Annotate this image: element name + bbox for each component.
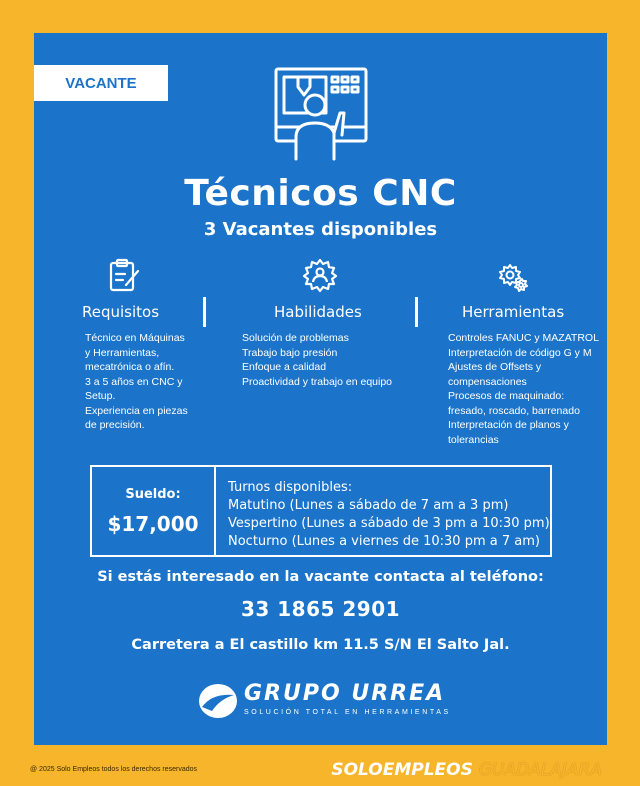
phone-number[interactable]: 33 1865 2901	[240, 597, 401, 621]
list-item: Ajustes de Offsets y	[448, 361, 542, 373]
requirements-list	[85, 331, 235, 433]
logo-name: GRUPO URREA	[244, 681, 446, 706]
gear-person-icon	[302, 257, 338, 293]
tools-list	[448, 331, 598, 447]
list-item: Experiencia en piezas	[85, 404, 188, 417]
brand-city: GUADALAJARA	[478, 760, 602, 780]
copyright: @ 2025 Solo Empleos todos los derechos reservados	[30, 766, 198, 773]
salary-value: $17,000	[107, 512, 199, 536]
vacancy-badge: VACANTE	[34, 65, 168, 101]
shift-item: Matutino (Lunes a sábado de 7 am a 3 pm)	[228, 498, 509, 513]
job-poster	[34, 33, 607, 745]
box-divider	[214, 467, 216, 555]
clipboard-check-icon	[106, 257, 142, 293]
column-divider	[415, 297, 418, 327]
vacancies-count: 3 Vacantes disponibles	[203, 219, 438, 240]
logo-tagline: SOLUCIÓN TOTAL EN HERRAMIENTAS	[244, 709, 451, 716]
list-item: 3 a 5 años en CNC y	[85, 375, 183, 388]
list-item: Interpretación de planos y	[448, 419, 569, 431]
shift-item: Nocturno (Lunes a viernes de 10:30 pm a 7 am)	[228, 534, 540, 549]
list-item: mecatrónica o afín.	[85, 361, 175, 373]
list-item: tolerancias	[448, 433, 499, 446]
cnc-operator-icon	[270, 67, 372, 161]
tools-heading: Herramientas	[462, 303, 565, 321]
shifts-list	[228, 479, 550, 551]
list-item: fresado, roscado, barrenado	[448, 404, 580, 417]
list-item: Trabajo bajo presión	[242, 346, 338, 359]
address: Carretera a El castillo km 11.5 S/N El Salto Jal.	[131, 637, 510, 653]
list-item: Enfoque a calidad	[242, 361, 327, 373]
job-title: Técnicos CNC	[184, 173, 457, 214]
list-item: y Herramientas,	[85, 346, 160, 359]
contact-text: Si estás interesado en la vacante contacta al teléfono:	[97, 569, 544, 585]
list-item: Proactividad y trabajo en equipo	[242, 375, 393, 388]
salary-shifts-box	[90, 465, 552, 557]
list-item: Setup.	[85, 390, 116, 402]
logo-mark-icon	[198, 683, 238, 719]
gears-icon	[496, 259, 532, 295]
salary-label: Sueldo:	[125, 487, 181, 502]
list-item: Interpretación de código G y M	[448, 346, 592, 359]
list-item: Técnico en Máquinas	[85, 332, 185, 344]
requirements-heading: Requisitos	[82, 303, 160, 321]
skills-list	[242, 331, 392, 389]
list-item: compensaciones	[448, 375, 527, 388]
skills-heading: Habilidades	[274, 303, 362, 321]
shift-item: Vespertino (Lunes a sábado de 3 pm a 10:30 pm)	[228, 516, 550, 531]
list-item: Procesos de maquinado:	[448, 390, 565, 402]
column-divider	[203, 297, 206, 327]
brand-main: SOLOEMPLEOS	[331, 760, 473, 780]
company-logo	[198, 681, 451, 723]
shifts-title: Turnos disponibles:	[228, 480, 353, 495]
list-item: de precisión.	[85, 419, 145, 431]
brand-logo	[331, 760, 602, 780]
list-item: Controles FANUC y MAZATROL	[448, 332, 599, 344]
list-item: Solución de problemas	[242, 332, 349, 344]
